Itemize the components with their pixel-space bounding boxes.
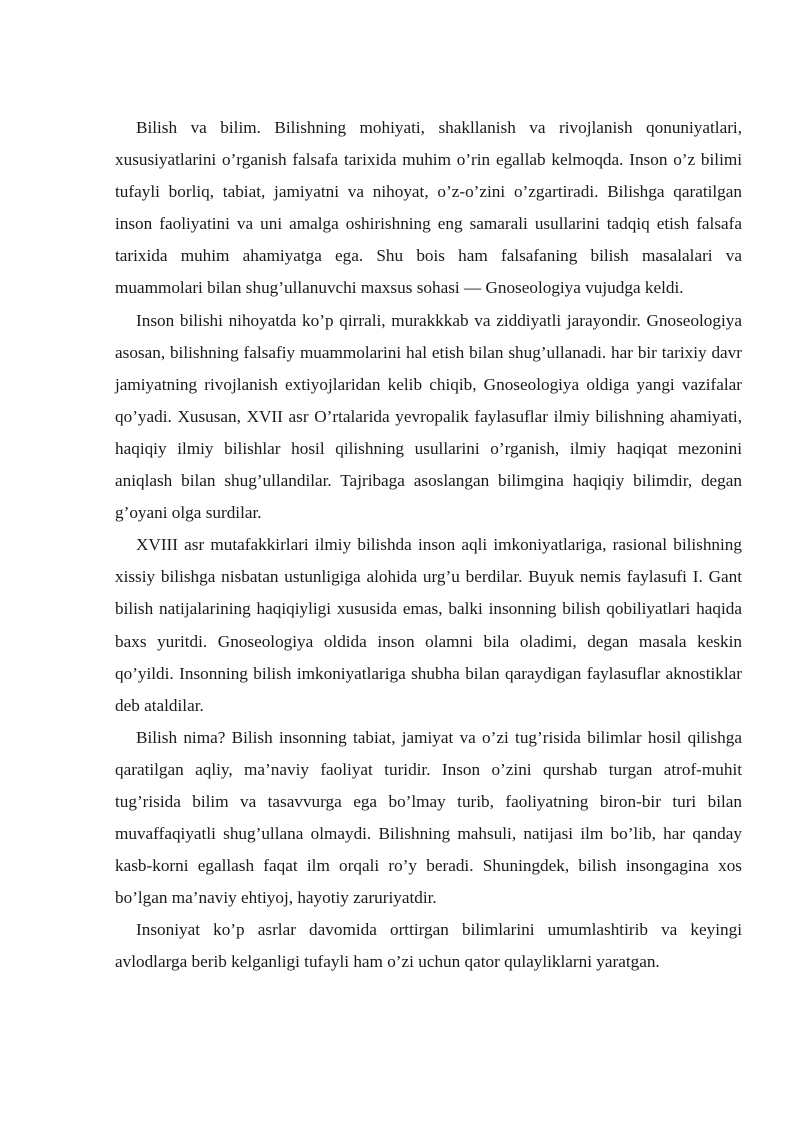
paragraph-xviii-asr: XVIII asr mutafakkirlari ilmiy bilishda inson aqli imkoniyatlariga, rasional bilishning xissiy bilishga nisbatan ustunligiga alohida urg’u berdilar. Buyuk nemis faylasufi I. Gant bilish natijalarining haqiqiyligi xususida emas, balki insonning bilish qobiliyatlari haqida baxs yuritdi. Gnoseologiya oldida inson olamni bila oladimi, degan masala keskin qo’yildi. Insonning bilish imkoniyatlariga shubha bilan qaraydigan faylasuflar aknostiklar deb ataldilar. bbox=[115, 535, 742, 715]
paragraph-bilish-nima: Bilish nima? Bilish insonning tabiat, jamiyat va o’zi tug’risida bilimlar hosil qilishga qaratilgan aqliy, ma’naviy faoliyat turidir. Inson o’zini qurshab turgan atrof-muhit tug’risida bilim va tasavvurga ega bo’lmay turib, faoliyatning biron-bir turi bilan muvaffaqiyatli shug’ullana olmaydi. Bilishning mahsuli, natijasi ilm bo’lib, har qanday kasb-korni egallash faqat ilm orqali ro’y beradi. Shuningdek, bilish insongagina xos bo’lgan ma’naviy ehtiyoj, hayotiy zaruriyatdir. bbox=[115, 727, 742, 908]
document-page bbox=[115, 112, 742, 979]
paragraph-insoniyat: Insoniyat ko’p asrlar davomida orttirgan bilimlarini umumlashtirib va keyingi avlodlarga berib kelganligi tufayli ham o’zi uchun qator qulayliklarni yaratgan. bbox=[115, 920, 742, 972]
paragraph-inson-bilishi: Inson bilishi nihoyatda ko’p qirrali, murakkkab va ziddiyatli jarayondir. Gnoseologiya asosan, bilishning falsafiy muammolarini hal etish bilan shug’ullanadi. har bir tarixiy davr jamiyatning rivojlanish extiyojlaridan kelib chiqib, Gnoseologiya oldiga yangi vazifalar qo’yadi. Xususan, XVII asr O’rtalarida yevropalik faylasuflar ilmiy bilishning ahamiyati, haqiqiy ilmiy bilishlar hosil qilishning usullarini o’rganish, ilmiy haqiqat mezonini aniqlash bilan shug’ullandilar. Tajribaga asoslangan bilimgina haqiqiy bilimdir, degan g’oyani olga surdilar. bbox=[115, 310, 742, 523]
paragraph-bilish-va-bilim: Bilish va bilim. Bilishning mohiyati, shakllanish va rivojlanish qonuniyatlari, xususiyatlarini o’rganish falsafa tarixida muhim o’rin egallab kelmoqda. Inson o’z bilimi tufayli borliq, tabiat, jamiyatni va nihoyat, o’z-o’zini o’zgartiradi. Bilishga qaratilgan inson faoliyatini va uni amalga oshirishning eng samarali usullarini tadqiq etish falsafa tarixida muhim ahamiyatga ega. Shu bois ham falsafaning bilish masalalari va muammolari bilan shug’ullanuvchi maxsus sohasi — Gnoseologiya vujudga keldi. bbox=[115, 118, 742, 298]
